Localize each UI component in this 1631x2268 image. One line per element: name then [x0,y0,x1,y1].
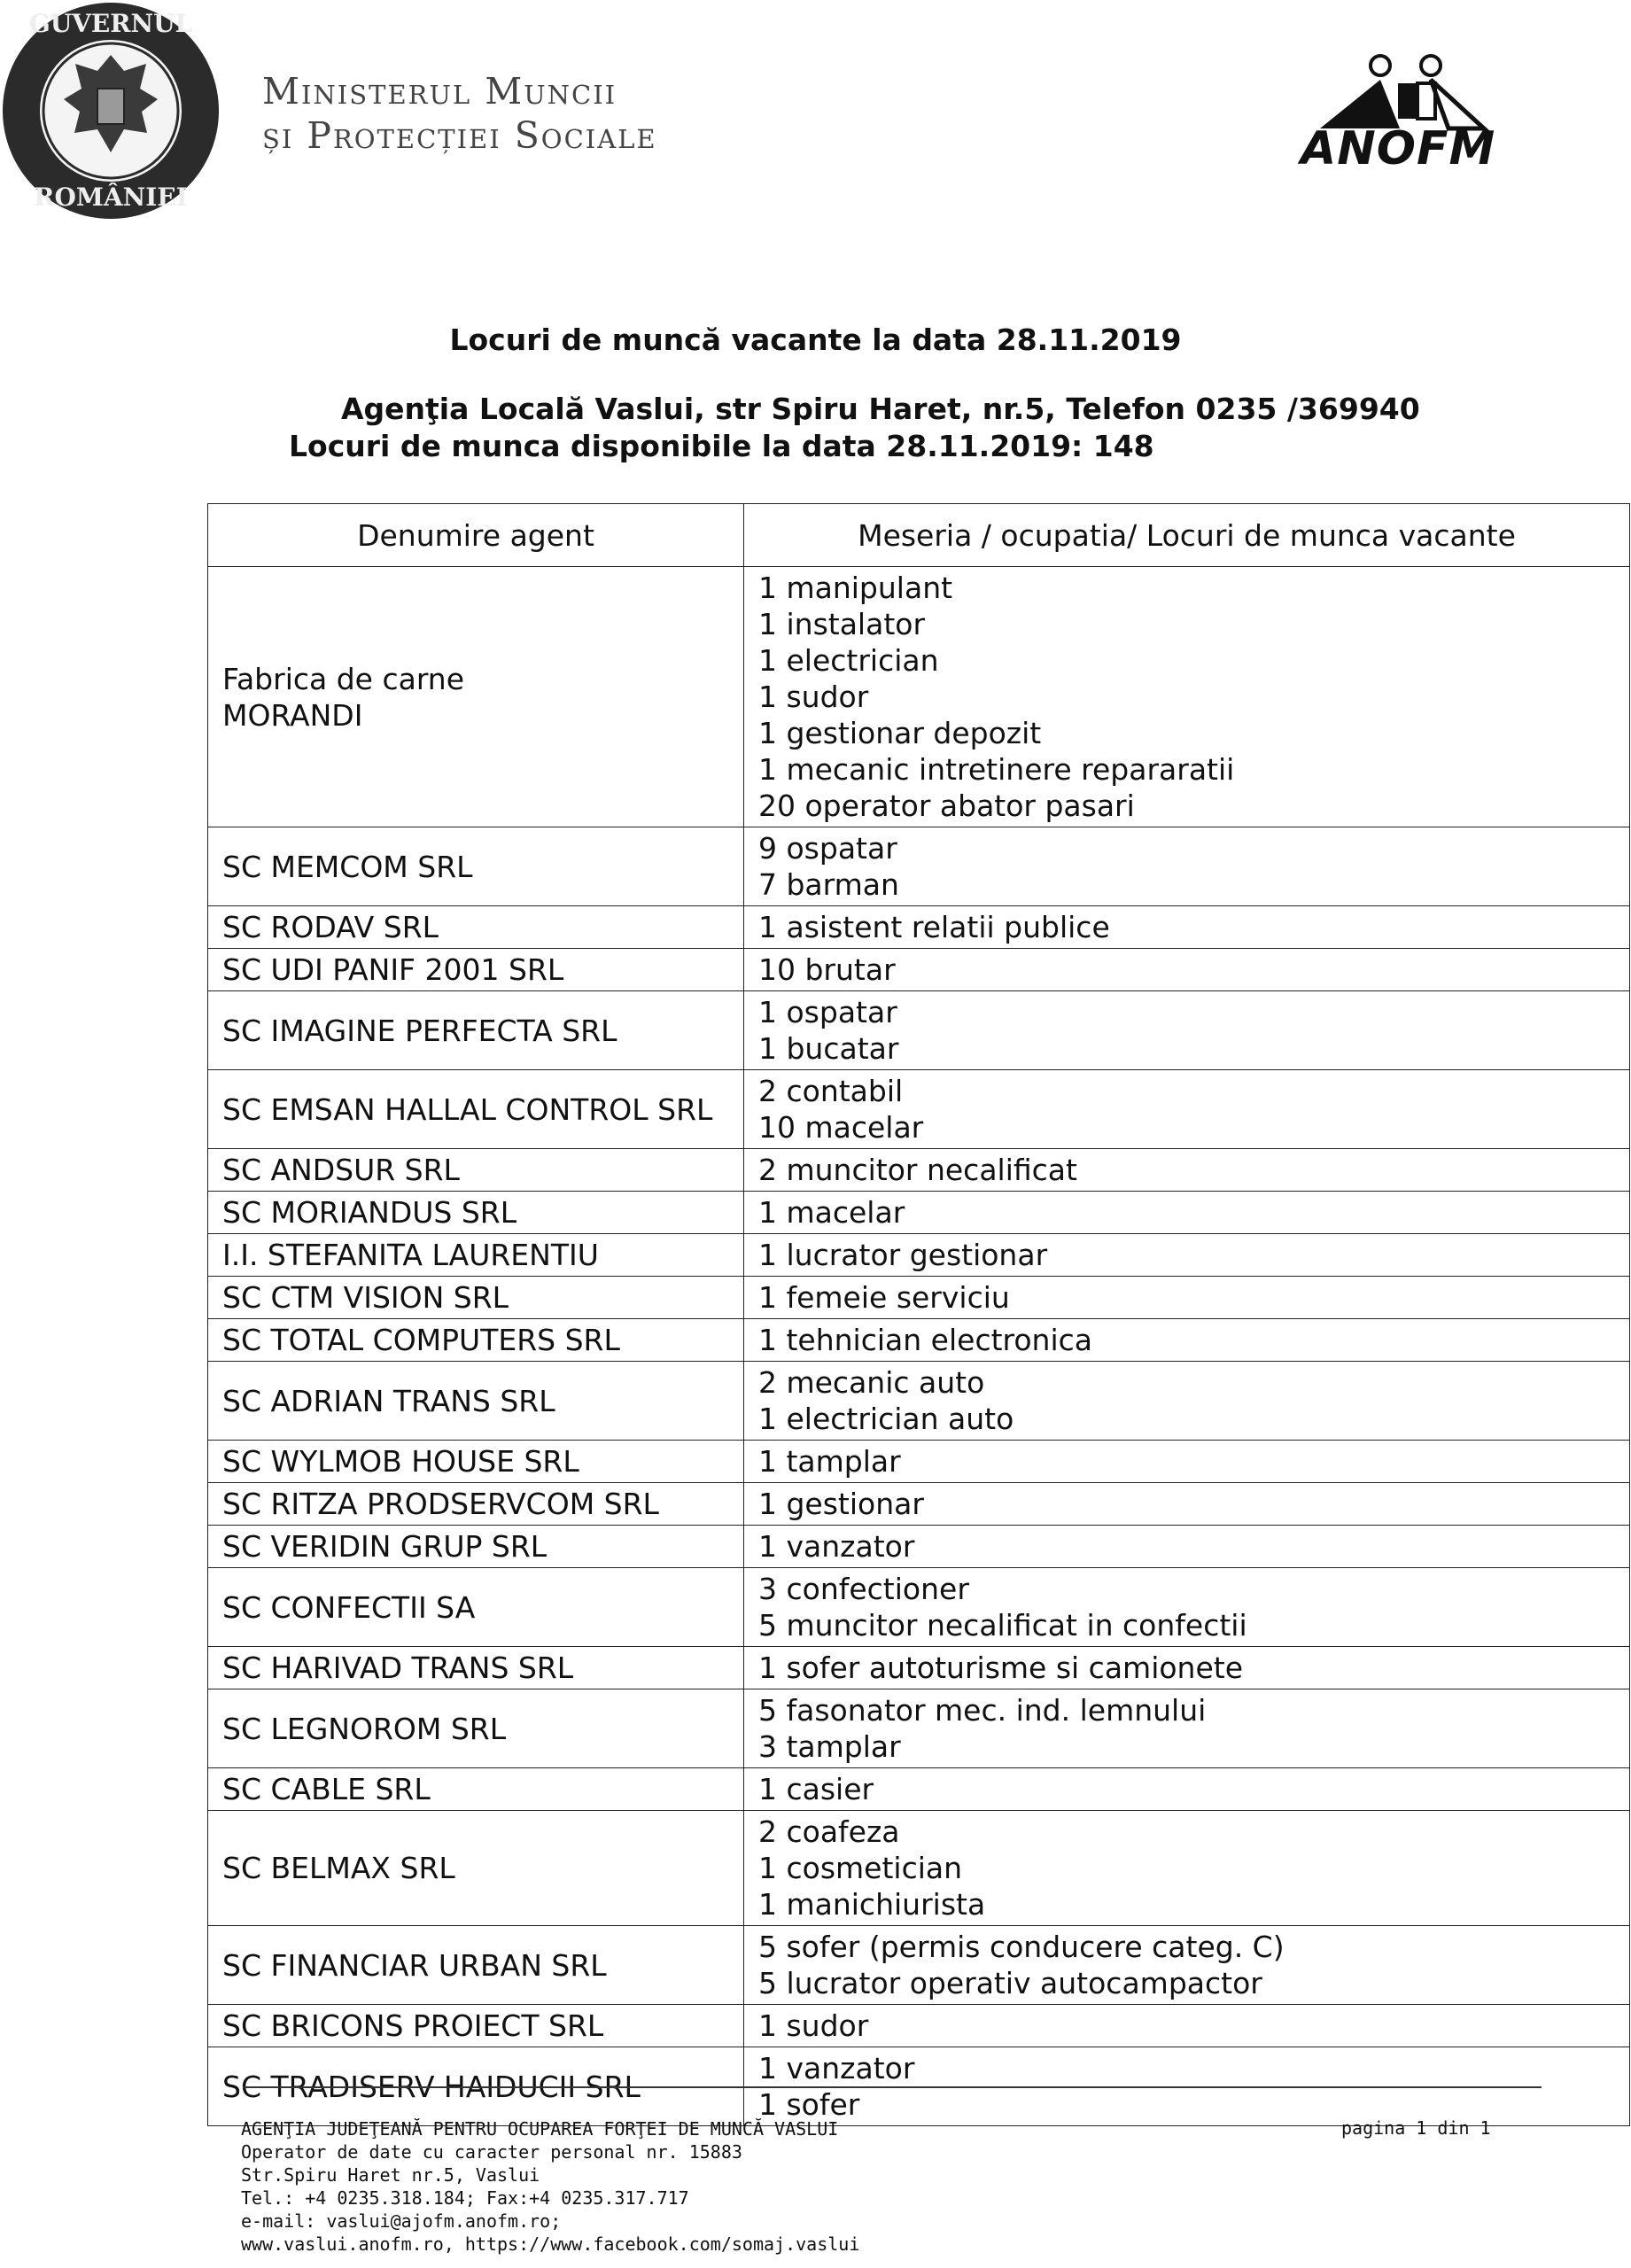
agent-cell [208,1362,744,1441]
jobs-cell [744,1811,1630,1926]
footer-line: Operator de date cu caracter personal nr. 15883 [241,2141,742,2163]
job-item: 10 brutar [758,952,896,987]
agent-cell [208,949,744,991]
agent-cell [208,2005,744,2047]
jobs-cell [744,1070,1630,1149]
table-row [208,1192,1630,1234]
job-item: 1 sofer autoturisme si camionete [758,1651,1244,1685]
table-row [208,1568,1630,1647]
job-item: 1 femeie serviciu [758,1280,1010,1315]
agent-cell [208,1689,744,1768]
jobs-cell [744,567,1630,827]
agent-cell [208,1483,744,1526]
agency-address: Agenţia Locală Vaslui, str Spiru Haret, nr.5, Telefon 0235 /369940 [341,392,1420,426]
jobs-cell [744,1319,1630,1362]
job-item: 1 ospatar [758,995,897,1029]
job-item: 5 lucrator operativ autocampactor [758,1966,1262,2000]
jobs-cell [744,1234,1630,1277]
job-item: 1 tehnician electronica [758,1323,1093,1357]
job-item: 1 electrician auto [758,1402,1014,1436]
agent-name: SC ANDSUR SRL [222,1153,460,1187]
job-item: 1 sudor [758,2008,869,2043]
job-item: 2 contabil [758,1074,904,1108]
job-item: 1 sofer [758,2087,860,2122]
agent-name: SC LEGNOROM SRL [222,1711,507,1746]
ministry-line-1: Ministerul Muncii [262,70,617,113]
ministry-name [262,69,657,158]
table-row [208,1811,1630,1926]
agent-cell [208,1149,744,1192]
job-item: 10 macelar [758,1110,924,1145]
column-header-jobs: Meseria / ocupatia/ Locuri de munca vacante [744,504,1630,567]
job-item: 1 asistent relatii publice [758,910,1110,944]
agent-name: SC BELMAX SRL [222,1851,455,1885]
job-item: 2 mecanic auto [758,1365,985,1400]
svg-text:ROMÂNIEI: ROMÂNIEI [34,183,188,212]
agent-name: SC FINANCIAR URBAN SRL [222,1947,607,1983]
agent-cell [208,1811,744,1926]
jobs-cell [744,949,1630,991]
available-jobs-count: Locuri de munca disponibile la data 28.11.2019: 148 [289,429,1154,463]
jobs-cell [744,1768,1630,1811]
anofm-figures-icon [1293,53,1533,133]
agent-cell [208,1070,744,1149]
jobs-cell [744,1149,1630,1192]
table-row [208,1689,1630,1768]
job-item: 5 fasonator mec. ind. lemnului [758,1693,1207,1728]
ministry-line-2: și Protecției Sociale [262,114,657,157]
footer-line: e-mail: vaslui@ajofm.anofm.ro; [241,2210,562,2232]
job-item: 1 lucrator gestionar [758,1238,1048,1272]
jobs-cell [744,1362,1630,1441]
page-number: pagina 1 din 1 [1341,2117,1491,2139]
table-row [208,1526,1630,1568]
jobs-cell [744,2005,1630,2047]
footer-contact [241,2117,859,2256]
job-item: 1 casier [758,1772,874,1806]
agent-name: SC RITZA PRODSERVCOM SRL [222,1487,659,1521]
agent-name: Fabrica de carne [222,661,465,696]
job-item: 5 muncitor necalificat in confectii [758,1608,1247,1643]
table-row [208,2005,1630,2047]
agent-cell [208,1926,744,2005]
agent-name: SC WYLMOB HOUSE SRL [222,1444,579,1479]
agent-name: SC MEMCOM SRL [222,849,473,884]
jobs-cell [744,1441,1630,1483]
agent-cell [208,827,744,906]
table-row [208,906,1630,949]
table-row [208,1647,1630,1689]
job-item: 20 operator abator pasari [758,788,1135,823]
agent-name: SC HARIVAD TRANS SRL [222,1651,574,1685]
agent-cell [208,991,744,1070]
agent-name: SC CONFECTII SA [222,1589,476,1625]
job-item: 2 coafeza [758,1814,900,1849]
job-item: 3 tamplar [758,1729,901,1764]
jobs-cell [744,1192,1630,1234]
jobs-cell [744,1689,1630,1768]
job-item: 1 macelar [758,1195,905,1230]
agent-name: SC ADRIAN TRANS SRL [222,1383,555,1418]
agent-cell [208,1277,744,1319]
job-item: 1 manipulant [758,571,953,605]
job-item: 1 electrician [758,643,939,678]
job-item: 1 vanzator [758,2051,915,2085]
table-row [208,1441,1630,1483]
jobs-cell [744,827,1630,906]
agent-cell [208,1319,744,1362]
agent-name: SC BRICONS PROIECT SRL [222,2008,604,2043]
table-row [208,567,1630,827]
job-item: 1 manichiurista [758,1887,986,1922]
job-item: 1 tamplar [758,1444,901,1479]
jobs-cell [744,1568,1630,1647]
job-item: 1 cosmetician [758,1851,963,1885]
agent-cell [208,567,744,827]
agent-name: MORANDI [222,697,363,733]
agent-cell [208,1526,744,1568]
agent-name: SC CTM VISION SRL [222,1280,509,1315]
jobs-cell [744,906,1630,949]
job-item: 1 mecanic intretinere repararatii [758,752,1235,787]
table-row [208,827,1630,906]
job-item: 1 instalator [758,607,926,641]
footer-line: Str.Spiru Haret nr.5, Vaslui [241,2164,540,2186]
jobs-cell [744,991,1630,1070]
agent-name: SC CABLE SRL [222,1772,431,1806]
table-row [208,1319,1630,1362]
jobs-cell [744,1526,1630,1568]
anofm-logo [1293,53,1533,186]
table-row [208,949,1630,991]
job-item: 1 sudor [758,680,869,714]
jobs-cell [744,1277,1630,1319]
vacancies-table [207,503,1630,2126]
svg-text:GUVERNUL: GUVERNUL [28,9,193,38]
agent-name: SC IMAGINE PERFECTA SRL [222,1013,617,1048]
job-item: 1 bucatar [758,1031,899,1066]
agent-cell [208,1234,744,1277]
jobs-cell [744,1483,1630,1526]
jobs-cell [744,1647,1630,1689]
table-row [208,1149,1630,1192]
agent-name: SC TOTAL COMPUTERS SRL [222,1323,620,1357]
job-item: 1 vanzator [758,1529,915,1564]
agent-name: I.I. STEFANITA LAURENTIU [222,1238,599,1272]
agent-cell [208,1647,744,1689]
table-row [208,1277,1630,1319]
table-row [208,1362,1630,1441]
agent-name: SC EMSAN HALLAL CONTROL SRL [222,1091,713,1127]
footer-line: AGENŢIA JUDEŢEANĂ PENTRU OCUPAREA FORŢEI DE MUNCĂ VASLUI [241,2118,839,2140]
agent-cell [208,906,744,949]
agent-name: SC RODAV SRL [222,910,439,944]
government-seal-logo [0,0,221,221]
agent-cell [208,1568,744,1647]
job-item: 9 ospatar [758,831,897,866]
agent-cell [208,1192,744,1234]
column-header-agent: Denumire agent [208,504,744,567]
agent-name: SC UDI PANIF 2001 SRL [222,952,564,987]
agent-cell [208,1768,744,1811]
footer-line: www.vaslui.anofm.ro, https://www.facebook.com/somaj.vaslui [241,2233,860,2255]
agent-name: SC TRADISERV HAIDUCII SRL [222,2069,641,2104]
agent-cell [208,1441,744,1483]
table-row [208,1234,1630,1277]
job-item: 3 confectioner [758,1572,969,1606]
job-item: 2 muncitor necalificat [758,1153,1077,1187]
table-row [208,1768,1630,1811]
table-header-row [208,504,1630,567]
anofm-brand: ANOFM [1301,122,1496,175]
table-row [208,1070,1630,1149]
jobs-cell [744,1926,1630,2005]
job-item: 1 gestionar [758,1487,924,1521]
table-row [208,1483,1630,1526]
agent-name: SC MORIANDUS SRL [222,1195,517,1230]
job-item: 7 barman [758,867,899,902]
table-row [208,991,1630,1070]
agent-name: SC VERIDIN GRUP SRL [222,1529,548,1564]
footer-line: Tel.: +4 0235.318.184; Fax:+4 0235.317.717 [241,2187,689,2209]
job-item: 1 gestionar depozit [758,716,1042,750]
footer-divider [243,2086,1542,2088]
page-title: Locuri de muncă vacante la data 28.11.2019 [449,322,1182,357]
table-row [208,1926,1630,2005]
job-item: 5 sofer (permis conducere categ. C) [758,1930,1285,1964]
